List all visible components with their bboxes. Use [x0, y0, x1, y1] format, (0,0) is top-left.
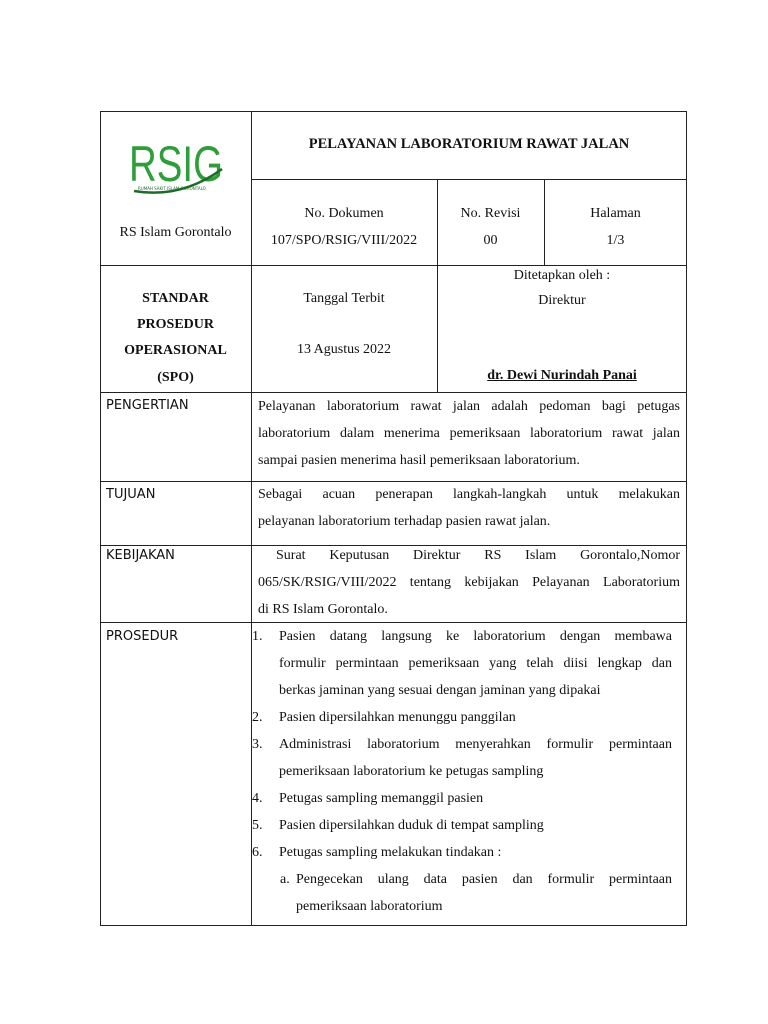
list-item-line: formulir permintaan pemeriksaan yang telah diisi lengkap dan [279, 656, 672, 671]
list-item [252, 839, 682, 866]
list-item [252, 623, 682, 704]
tujuan-label: TUJUAN [106, 487, 156, 502]
list-item-line: Pasien datang langsung ke laboratorium dengan membawa [279, 629, 672, 644]
table-border-top [100, 111, 687, 112]
tujuan-line: pelayanan laboratorium terhadap pasien rawat jalan. [258, 514, 551, 529]
list-item [252, 785, 682, 812]
pengertian-line: Pelayanan laboratorium rawat jalan adalah pedoman bagi petugas [258, 399, 680, 414]
sub-list-item-line: Pengecekan ulang data pasien dan formulir permintaan [296, 872, 672, 887]
prosedur-label: PROSEDUR [106, 629, 179, 644]
rsig-logo-icon [126, 133, 226, 195]
list-item-line: Petugas sampling melakukan tindakan : [279, 845, 502, 860]
list-item-number: 5. [252, 818, 263, 833]
page-value: 1/3 [606, 233, 625, 248]
pengertian-line: laboratorium dalam menerima pemeriksaan laboratorium rawat jalan [258, 426, 680, 441]
list-item [252, 731, 682, 785]
approver-name: dr. Dewi Nurindah Panai [487, 368, 637, 383]
approver-title: Direktur [538, 293, 586, 308]
list-item-line: pemeriksaan laboratorium ke petugas sampling [279, 764, 544, 779]
pengertian-label: PENGERTIAN [106, 398, 189, 413]
pengertian-text [258, 393, 680, 474]
revision-value: 00 [483, 233, 498, 248]
list-item-line: Administrasi laboratorium menyerahkan formulir permintaan [279, 737, 672, 752]
spo-title-line-1: STANDAR [142, 291, 209, 306]
doc-no-value: 107/SPO/RSIG/VIII/2022 [270, 233, 418, 248]
document-title: PELAYANAN LABORATORIUM RAWAT JALAN [308, 136, 630, 152]
approved-by-label: Ditetapkan oleh : [513, 268, 611, 283]
doc-no-label: No. Dokumen [304, 206, 384, 221]
page-label: Halaman [590, 206, 641, 221]
table-border-bottom [100, 925, 687, 926]
kebijakan-line: di RS Islam Gorontalo. [258, 602, 388, 617]
sub-list-item-line: pemeriksaan laboratorium [296, 899, 443, 914]
tujuan-line: Sebagai acuan penerapan langkah-langkah untuk melakukan [258, 487, 680, 502]
pengertian-line: sampai pasien menerima hasil pemeriksaan laboratorium. [258, 453, 580, 468]
sub-list-item [252, 866, 682, 920]
list-item-number: 4. [252, 791, 263, 806]
list-item-line: Petugas sampling memanggil pasien [279, 791, 484, 806]
list-item-number: 3. [252, 737, 263, 752]
list-item [252, 812, 682, 839]
sub-list-item-letter: a. [280, 872, 290, 887]
hospital-name: RS Islam Gorontalo [119, 225, 232, 240]
prosedur-list [252, 623, 682, 920]
list-item-line: Pasien dipersilahkan menunggu panggilan [279, 710, 516, 725]
list-item-number: 2. [252, 710, 263, 725]
list-item-number: 1. [252, 629, 263, 644]
list-item [252, 704, 682, 731]
issue-date-label: Tanggal Terbit [303, 291, 385, 306]
svg-text:RSIG: RSIG [129, 136, 223, 192]
spo-title-line-4: (SPO) [157, 370, 194, 385]
spo-title-line-2: PROSEDUR [136, 317, 214, 332]
kebijakan-line: 065/SK/RSIG/VIII/2022 tentang kebijakan Pelayanan Laboratorium [258, 575, 680, 590]
kebijakan-text [258, 542, 680, 623]
list-item-number: 6. [252, 845, 263, 860]
spo-title-line-3: OPERASIONAL [124, 343, 227, 358]
list-item-line: Pasien dipersilahkan duduk di tempat sampling [279, 818, 544, 833]
tujuan-text [258, 481, 680, 535]
hospital-logo [126, 133, 226, 195]
kebijakan-label: KEBIJAKAN [106, 548, 175, 563]
title-row-divider [251, 179, 687, 180]
issue-date-value: 13 Agustus 2022 [296, 342, 392, 357]
kebijakan-line: Surat Keputusan Direktur RS Islam Gorontalo,Nomor [276, 548, 680, 563]
logo-tagline: RUMAH SAKIT ISLAM GORONTALO [138, 186, 206, 191]
revision-label: No. Revisi [460, 206, 521, 221]
list-item-line: berkas jaminan yang sesuai dengan jaminan yang dipakai [279, 683, 601, 698]
